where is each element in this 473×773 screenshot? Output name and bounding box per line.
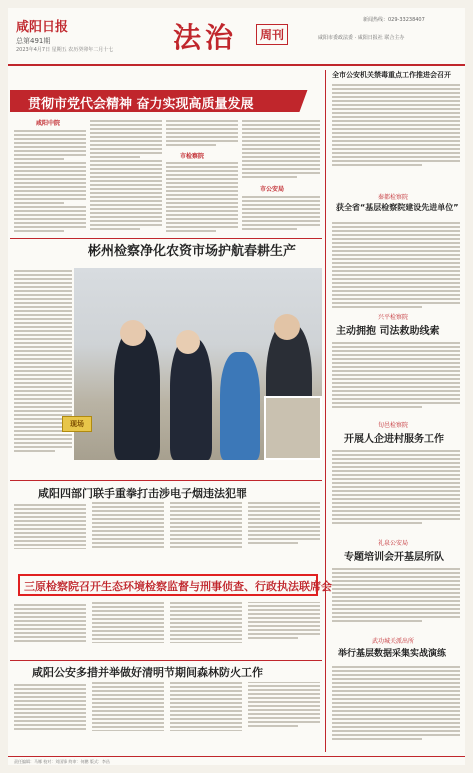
sidebar-item3-text	[332, 448, 460, 534]
sidebar-item5-title: 举行基层数据采集实战演练	[338, 649, 447, 659]
lead-column-3a	[166, 118, 238, 148]
date-line: 2023年4月7日 星期五 农历癸卯年二月十七	[16, 47, 114, 53]
lead-column-3b	[166, 160, 238, 236]
photo-figure-officer-1	[114, 328, 160, 460]
sidebar-item4-text	[332, 566, 460, 632]
story2-rule	[10, 480, 322, 481]
story2-headline: 咸阳四部门联手重拳打击涉电子烟违法犯罪	[38, 487, 247, 500]
masthead	[8, 8, 465, 66]
photo-stamp: 现场	[62, 416, 92, 432]
page-footer: 责任编辑：马娜 校对：刘国锋 终审：何鹏 版式：李昌	[8, 756, 465, 765]
sidebar-item3-label: 旬邑检察院	[378, 422, 409, 429]
lead-column-1	[14, 128, 86, 236]
hotline: 新闻热线：029-33238407	[363, 17, 425, 23]
sidebar-item5-label: 武功城关派出所	[372, 638, 415, 645]
newspaper-page	[8, 8, 465, 765]
story4-rule	[10, 660, 322, 661]
lead-column-4b	[242, 194, 320, 236]
sidebar-top-text	[332, 82, 460, 174]
story4-headline: 咸阳公安多措并举做好清明节期间森林防火工作	[32, 666, 263, 679]
photo-figure-head-1	[120, 320, 146, 346]
story4-text	[14, 682, 320, 752]
photo-figure-shopper	[220, 352, 260, 460]
lead-column-2	[90, 118, 162, 236]
masthead-sponsor: 咸阳市委政法委 · 咸阳日报社 联合主办	[318, 35, 405, 41]
sidebar-item1-text	[332, 220, 460, 316]
photo-story-rule	[10, 238, 322, 239]
sidebar-item3-title: 开展人企进村服务工作	[344, 434, 444, 445]
sidebar-item1-title: 获全省“基层检察院建设先进单位”	[336, 203, 459, 212]
lead-column-4a	[242, 118, 320, 182]
lead-banner	[10, 90, 320, 112]
section-brand: 法治	[173, 21, 238, 54]
photo-figure-head-2	[176, 330, 200, 354]
story3-headline: 三原检察院召开生态环境检察监督与刑事侦查、行政执法联席会	[24, 580, 332, 593]
photo-figure-officer-2	[170, 338, 212, 460]
photo-story-inset	[264, 396, 322, 460]
sidebar-item2-label: 兴平检察院	[378, 314, 409, 321]
story3-text	[14, 602, 320, 658]
sidebar-item4-title: 专题培训会开基层所队	[344, 552, 444, 563]
story2-text	[14, 502, 320, 564]
lead-subhead-police: 市公安局	[260, 186, 285, 193]
sidebar-item1-label: 秦都检察院	[378, 194, 409, 201]
lead-subhead-court: 咸阳中院	[36, 120, 61, 127]
photo-figure-head-3	[274, 314, 300, 340]
banner-decoration	[288, 90, 328, 112]
sidebar-item2-text	[332, 340, 460, 418]
section-brand-sub: 周刊	[256, 24, 288, 45]
lead-banner-title: 贯彻市党代会精神 奋力实现高质量发展	[28, 97, 254, 112]
sidebar-item4-label: 礼泉公安局	[378, 540, 409, 547]
issue-number: 总第491期	[16, 37, 51, 45]
sidebar-divider	[325, 70, 326, 752]
photo-story-title: 彬州检察净化农资市场护航春耕生产	[88, 244, 297, 259]
sidebar-item5-text	[332, 664, 460, 752]
sidebar-top-headline: 全市公安机关禁毒重点工作推进会召开	[332, 71, 451, 79]
sidebar-item2-title: 主动拥抱 司法救助线索	[336, 326, 440, 337]
lead-subhead-procuratorate: 市检察院	[180, 153, 205, 160]
paper-name: 咸阳日报	[16, 20, 69, 35]
